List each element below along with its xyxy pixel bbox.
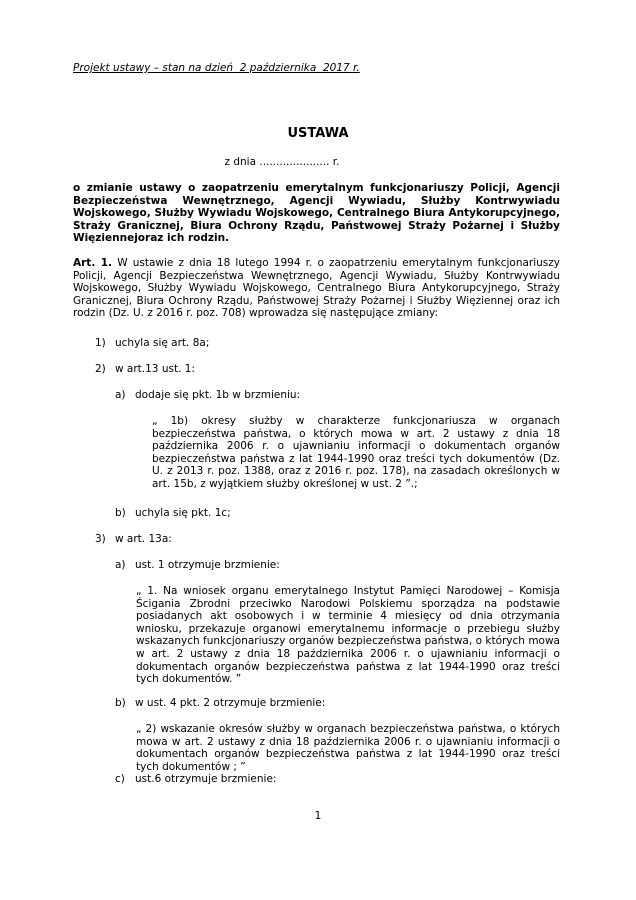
amendment-3a-text: ust. 1 otrzymuje brzmienie: [135,559,280,571]
amendment-2b [115,507,560,520]
quote-pkt-1b: „ 1b) okresy służby w charakterze funkcjonariusza w organach bezpieczeństwa państwa, o których mowa w art. 2 ustawy z dnia 18 października 2006 r. o ujawnianiu informacji o dokumentach organów bezpieczeństwa państwa z lat 1944-1990 oraz treści tych dokumentów (Dz. U. z 2013 r. poz. 1388, oraz z 2016 r. poz. 178), na zasadach określonych w art. 15b, z wyjątkiem służby określonej w ust. 2 ”.; [152,415,560,490]
amendment-3c-marker: c) [115,773,125,785]
article-1-text: W ustawie z dnia 18 lutego 1994 r. o zaopatrzeniu emerytalnym funkcjonariuszy Policji, Agencji Bezpieczeństwa Wewnętrznego, Agencji Wywiadu, Służby Kontrwywiadu Wojskowego, Służby Wywiadu Wojskowego, Centralnego Biura Antykorupcyjnego, Straży Granicznej, Biura Ochrony Rządu, Państwowej Straży Pożarnej i Służby Więziennej oraz ich rodzin (Dz. U. z 2016 r. poz. 708) wprowadza się następujące zmiany: [73,257,561,320]
amendment-2a-marker: a) [115,389,126,401]
amendment-3a [115,559,560,572]
amendment-3-marker: 3) [95,533,106,545]
act-subject-paragraph: o zmianie ustawy o zaopatrzeniu emerytalnym funkcjonariuszy Policji, Agencji Bezpieczeństwa Wewnętrznego, Agencji Wywiadu, Służby Kontrwywiadu Wojskowego, Służby Wywiadu Wojskowego, Centralnego Biura Antykorupcyjnego, Straży Granicznej, Biura Ochrony Rządu, Państwowej Straży Pożarnej i Służby Więziennejoraz ich rodzin. [73,182,560,245]
amendment-3 [95,533,560,546]
quote-pkt-2: „ 2) wskazanie okresów służby w organach bezpieczeństwa państwa, o których mowa w art. 2 ustawy z dnia 18 października 2006 r. o ujawnianiu informacji o dokumentach organów bezpieczeństwa państwa z lat 1944-1990 oraz treści tych dokumentów ; ” [136,723,560,773]
amendment-3b-marker: b) [115,697,126,709]
amendment-3b-text: w ust. 4 pkt. 2 otrzymuje brzmienie: [135,697,326,709]
amendment-2 [95,363,560,376]
amendment-3a-marker: a) [115,559,126,571]
page-number: 1 [314,810,322,822]
amendment-2-text: w art.13 ust. 1: [115,363,195,375]
amendment-2-marker: 2) [95,363,106,375]
amendment-3c [115,773,560,786]
amendment-1-text: uchyla się art. 8a; [115,337,210,349]
amendment-1-marker: 1) [95,337,106,349]
amendment-2b-text: uchyla się pkt. 1c; [135,507,231,519]
amendment-2b-marker: b) [115,507,126,519]
amendment-2a-text: dodaje się pkt. 1b w brzmieniu: [135,389,301,401]
quote-ust-1: „ 1. Na wniosek organu emerytalnego Instytut Pamięci Narodowej – Komisja Ścigania Zbrodni przeciwko Narodowi Polskiemu sporządza na podstawie posiadanych akt osobowych i w terminie 4 miesięcy od dnia otrzymania wniosku, przekazuje organowi emerytalnemu informacje o przebiegu służby wskazanych funkcjonariuszy organów bezpieczeństwa państwa, o których mowa w art. 2 ustawy z dnia 18 października 2006 r. o ujawnianiu informacji o dokumentach organów bezpieczeństwa państwa z lat 1944-1990 oraz treści tych dokumentów. ” [136,585,560,686]
amendment-3c-text: ust.6 otrzymuje brzmienie: [135,773,277,785]
article-1-paragraph [73,257,560,320]
amendment-1 [95,337,560,350]
act-date-line: z dnia ..................... r. [224,156,340,168]
article-1-label: Art. 1. [73,257,113,269]
amendment-3b [115,697,560,710]
draft-status-note: Projekt ustawy – stan na dzień 2 października 2017 r. [73,62,360,74]
amendment-3-text: w art. 13a: [115,533,172,545]
act-title: USTAWA [287,126,349,141]
amendment-2a [115,389,560,402]
